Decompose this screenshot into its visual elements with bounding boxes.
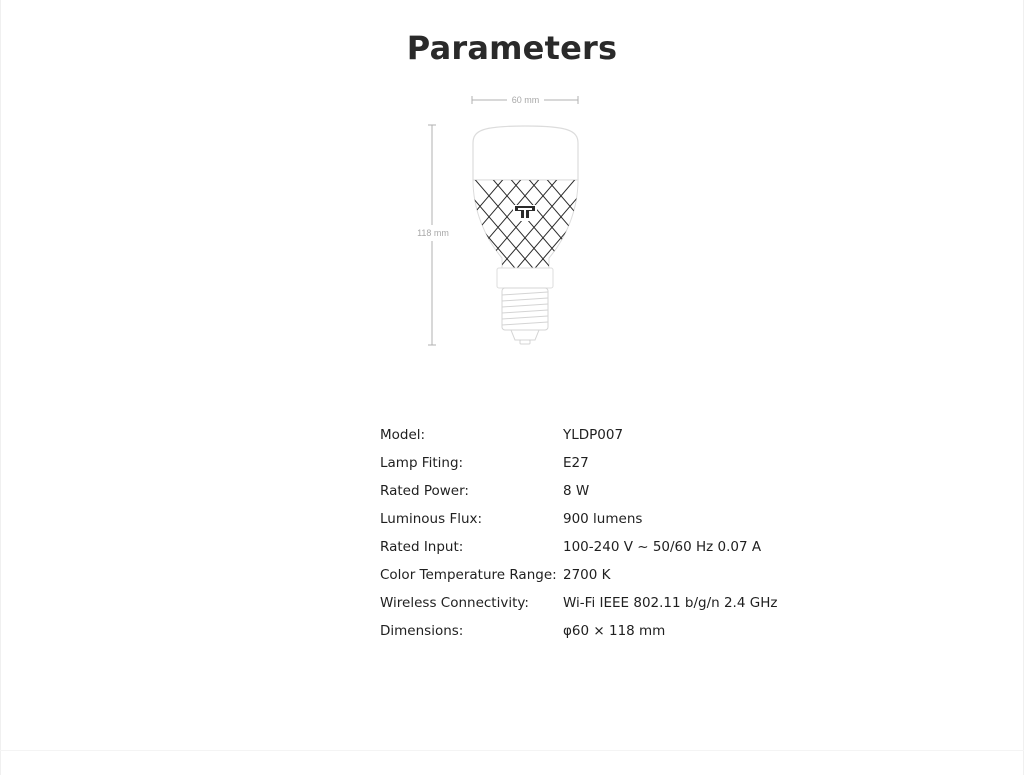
spec-value: 900 lumens [563,511,643,527]
spec-value: 2700 K [563,567,611,583]
spec-label: Lamp Fiting: [380,455,464,471]
height-label: 118 mm [417,228,449,238]
page-divider [0,750,1024,751]
spec-value: Wi-Fi IEEE 802.11 b/g/n 2.4 GHz [563,595,778,611]
width-dimension [472,95,578,105]
spec-table [380,421,840,645]
width-label: 60 mm [511,95,540,105]
bulb-dimension-diagram [408,88,598,356]
spec-value: YLDP007 [563,427,624,443]
spec-row-wireless [380,589,840,617]
spec-value: φ60 × 118 mm [563,623,666,639]
spec-row-rated-power [380,477,840,505]
spec-value: E27 [563,455,589,471]
spec-row-dimensions [380,617,840,645]
bulb-collar [497,268,553,288]
spec-row-rated-input [380,533,840,561]
spec-value: 8 W [563,483,590,499]
spec-row-model [380,421,840,449]
spec-row-color-temperature [380,561,840,589]
spec-label: Model: [380,427,426,443]
spec-label: Color Temperature Range: [380,567,557,583]
spec-value: 100-240 V ~ 50/60 Hz 0.07 A [563,539,762,555]
spec-label: Luminous Flux: [380,511,483,527]
brand-logo-icon [513,205,537,221]
spec-label: Rated Power: [380,483,469,499]
spec-label: Wireless Connectivity: [380,595,529,611]
spec-row-luminous-flux [380,505,840,533]
spec-label: Rated Input: [380,539,464,555]
page-title: Parameters [406,29,618,68]
spec-row-lamp-fitting [380,449,840,477]
height-dimension [417,125,449,345]
bulb-screw-base [502,288,548,344]
spec-label: Dimensions: [380,623,464,639]
bulb-dome [473,126,578,180]
